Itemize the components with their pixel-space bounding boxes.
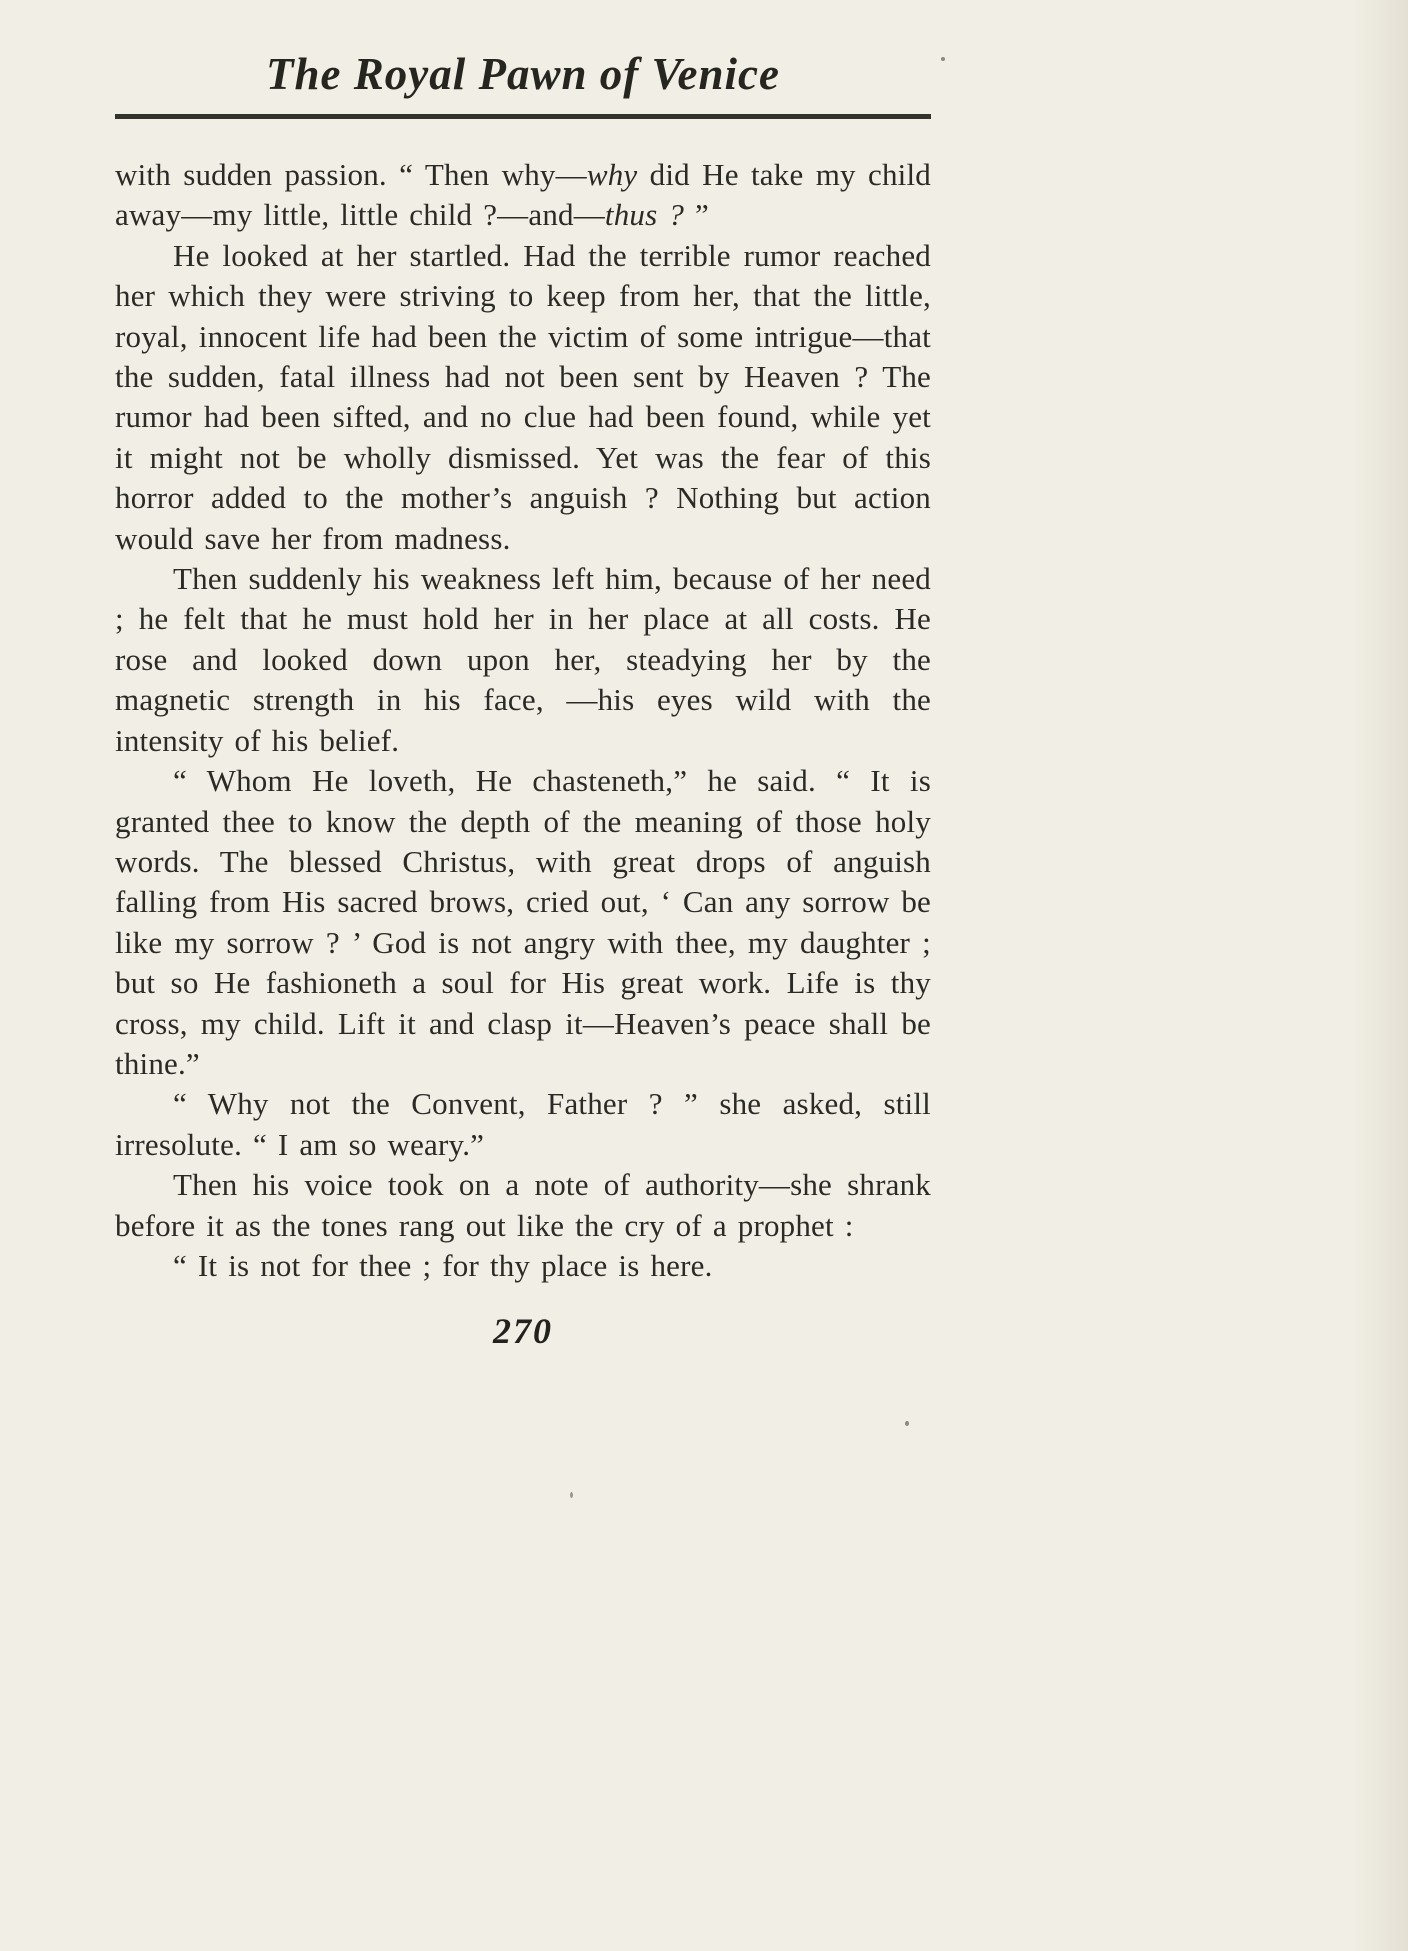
text-run: ” — [695, 197, 709, 233]
text-run: “ Why not the Convent, Father ? ” she asked, still irresolute. “ I am so weary.” — [115, 1086, 931, 1162]
scan-speck — [570, 1492, 573, 1498]
paragraph — [115, 1246, 931, 1286]
italic-text-run: why — [586, 157, 638, 192]
running-head-title: The Royal Pawn of Venice — [266, 49, 780, 99]
paragraph — [115, 559, 931, 761]
text-run: Then suddenly his weakness left him, because of her need ; he felt that he must hold her in her place at all costs. He rose and looked down upon her, steadying her by the magnetic strength in his face, —his eyes wild with the intensity of his belief. — [115, 561, 931, 758]
text-run: with sudden passion. “ Then why— — [115, 157, 587, 192]
paragraph — [115, 1165, 931, 1246]
scan-speck — [941, 57, 945, 61]
paragraph — [115, 236, 931, 559]
text-run: did He take my child away—my little, little child ?—and— — [115, 157, 931, 233]
paragraph — [115, 761, 931, 1084]
paragraph — [115, 1084, 931, 1165]
header-rule — [115, 114, 931, 119]
text-run: “ Whom He loveth, He chasteneth,” he said. “ It is granted thee to know the depth of the meaning of those holy words. The blessed Christus, with great drops of anguish falling from His sacred brows, cried out, ‘ Can any sorrow be like my sorrow ? ’ God is not angry with thee, my daughter ; but so He fashioneth a soul for His great work. Life is thy cross, my child. Lift it and clasp it—Heaven’s peace shall be thine.” — [115, 763, 931, 1081]
page-number: 270 — [493, 1311, 553, 1352]
text-run: He looked at her startled. Had the terrible rumor reached her which they were striving to keep from her, that the little, royal, innocent life had been the victim of some intrigue—that the sudden, fatal illness had not been sent by Heaven ? The rumor had been sifted, and no clue had been found, while yet it might not be wholly dismissed. Yet was the fear of this horror added to the mother’s anguish ? Nothing but action would save her from madness. — [115, 237, 931, 556]
text-run: “ It is not for thee ; for thy place is here. — [173, 1247, 713, 1283]
page-content — [115, 48, 931, 1352]
paragraph — [115, 155, 931, 236]
scan-speck — [905, 1421, 909, 1426]
page-text — [115, 155, 931, 1286]
italic-text-run: thus ? — [604, 197, 695, 233]
text-run: Then his voice took on a note of authority—she shrank before it as the tones rang out like the cry of a prophet : — [115, 1167, 931, 1243]
